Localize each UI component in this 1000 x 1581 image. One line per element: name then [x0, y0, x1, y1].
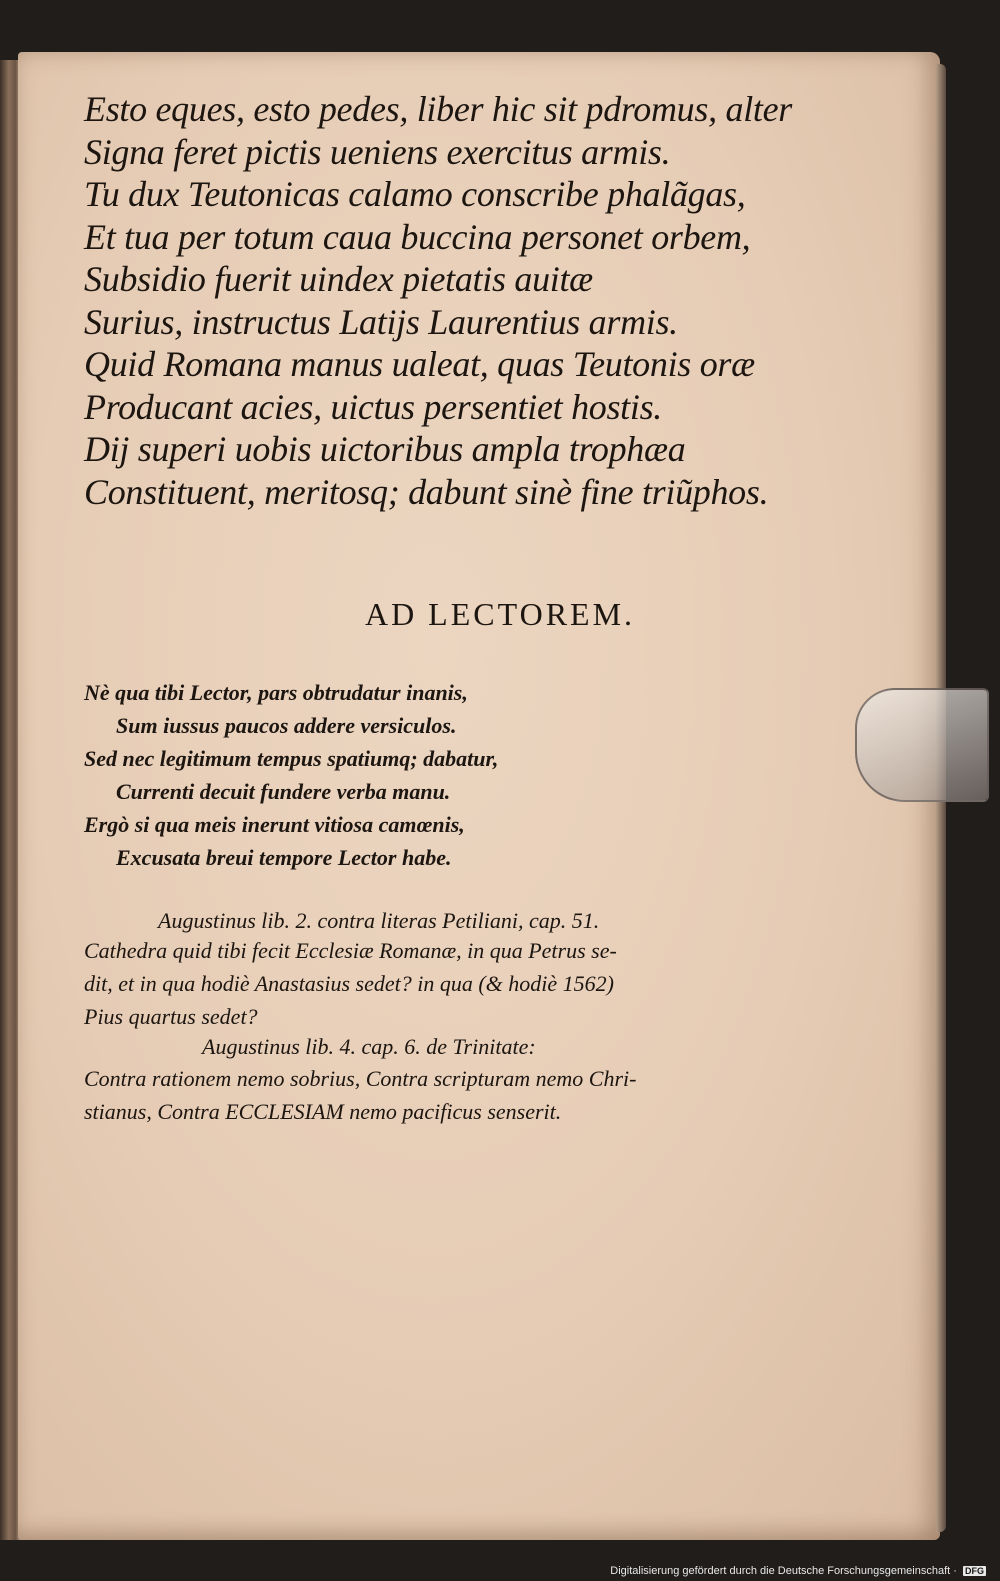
poem-line: Et tua per totum caua buccina personet orbem,: [84, 216, 751, 257]
poem-line: Surius, instructus Latijs Laurentius armis.: [84, 301, 678, 342]
poem-line: Subsidio fuerit uindex pietatis auitæ: [84, 259, 593, 299]
dfg-logo: DFG: [965, 1566, 984, 1576]
verse-line: Currenti decuit fundere verba manu.: [116, 779, 451, 804]
reader-verse: [84, 676, 498, 874]
page-clip: [855, 688, 989, 802]
poem-line: Constituent, meritosq; dabunt sinè fine triũphos.: [84, 471, 769, 512]
section-heading: AD LECTOREM.: [364, 596, 636, 632]
citation-augustinus-petiliani: Augustinus lib. 2. contra literas Petiliani, cap. 51.: [158, 908, 600, 933]
quote-line: Pius quartus sedet?: [84, 1004, 258, 1029]
quote-line: Cathedra quid tibi fecit Ecclesiæ Romanæ, in qua Petrus se-: [84, 938, 617, 963]
verse-line: Excusata breui tempore Lector habe.: [116, 845, 452, 870]
quote-line: dit, et in qua hodiè Anastasius sedet? in qua (& hodiè 1562): [84, 971, 614, 996]
verse-line: Sum iussus paucos addere versiculos.: [116, 713, 457, 738]
poem-line: Dij superi uobis uictoribus ampla trophæa: [84, 429, 686, 469]
verse-line: Nè qua tibi Lector, pars obtrudatur inanis,: [84, 680, 468, 705]
verse-line: Sed nec legitimum tempus spatiumq; dabatur,: [84, 746, 499, 771]
credit-text: Digitalisierung gefördert durch die Deutsche Forschungsgemeinschaft: [610, 1565, 951, 1577]
quote-line: stianus, Contra ECCLESIAM nemo pacificus senserit.: [84, 1099, 562, 1124]
quote-line: Contra rationem nemo sobrius, Contra scripturam nemo Chri-: [84, 1066, 637, 1091]
verse-line: Ergò si qua meis inerunt vitiosa camœnis,: [84, 812, 465, 837]
poem-line: Quid Romana manus ualeat, quas Teutonis oræ: [84, 344, 755, 384]
quote-contra-rationem: [84, 1062, 636, 1128]
digitization-credit: Digitalisierung gefördert durch die Deutsche Forschungsgemeinschaft · DFG: [610, 1565, 984, 1577]
citation-augustinus-trinitate: Augustinus lib. 4. cap. 6. de Trinitate:: [202, 1034, 536, 1059]
poem-block: [84, 88, 792, 513]
poem-line: Esto eques, esto pedes, liber hic sit pdromus, alter: [84, 89, 792, 129]
poem-line: Signa feret pictis ueniens exercitus armis.: [84, 131, 671, 172]
poem-line: Tu dux Teutonicas calamo conscribe phalãgas,: [84, 174, 746, 214]
quote-cathedra: [84, 934, 617, 1033]
poem-line: Producant acies, uictus persentiet hostis.: [84, 386, 662, 427]
